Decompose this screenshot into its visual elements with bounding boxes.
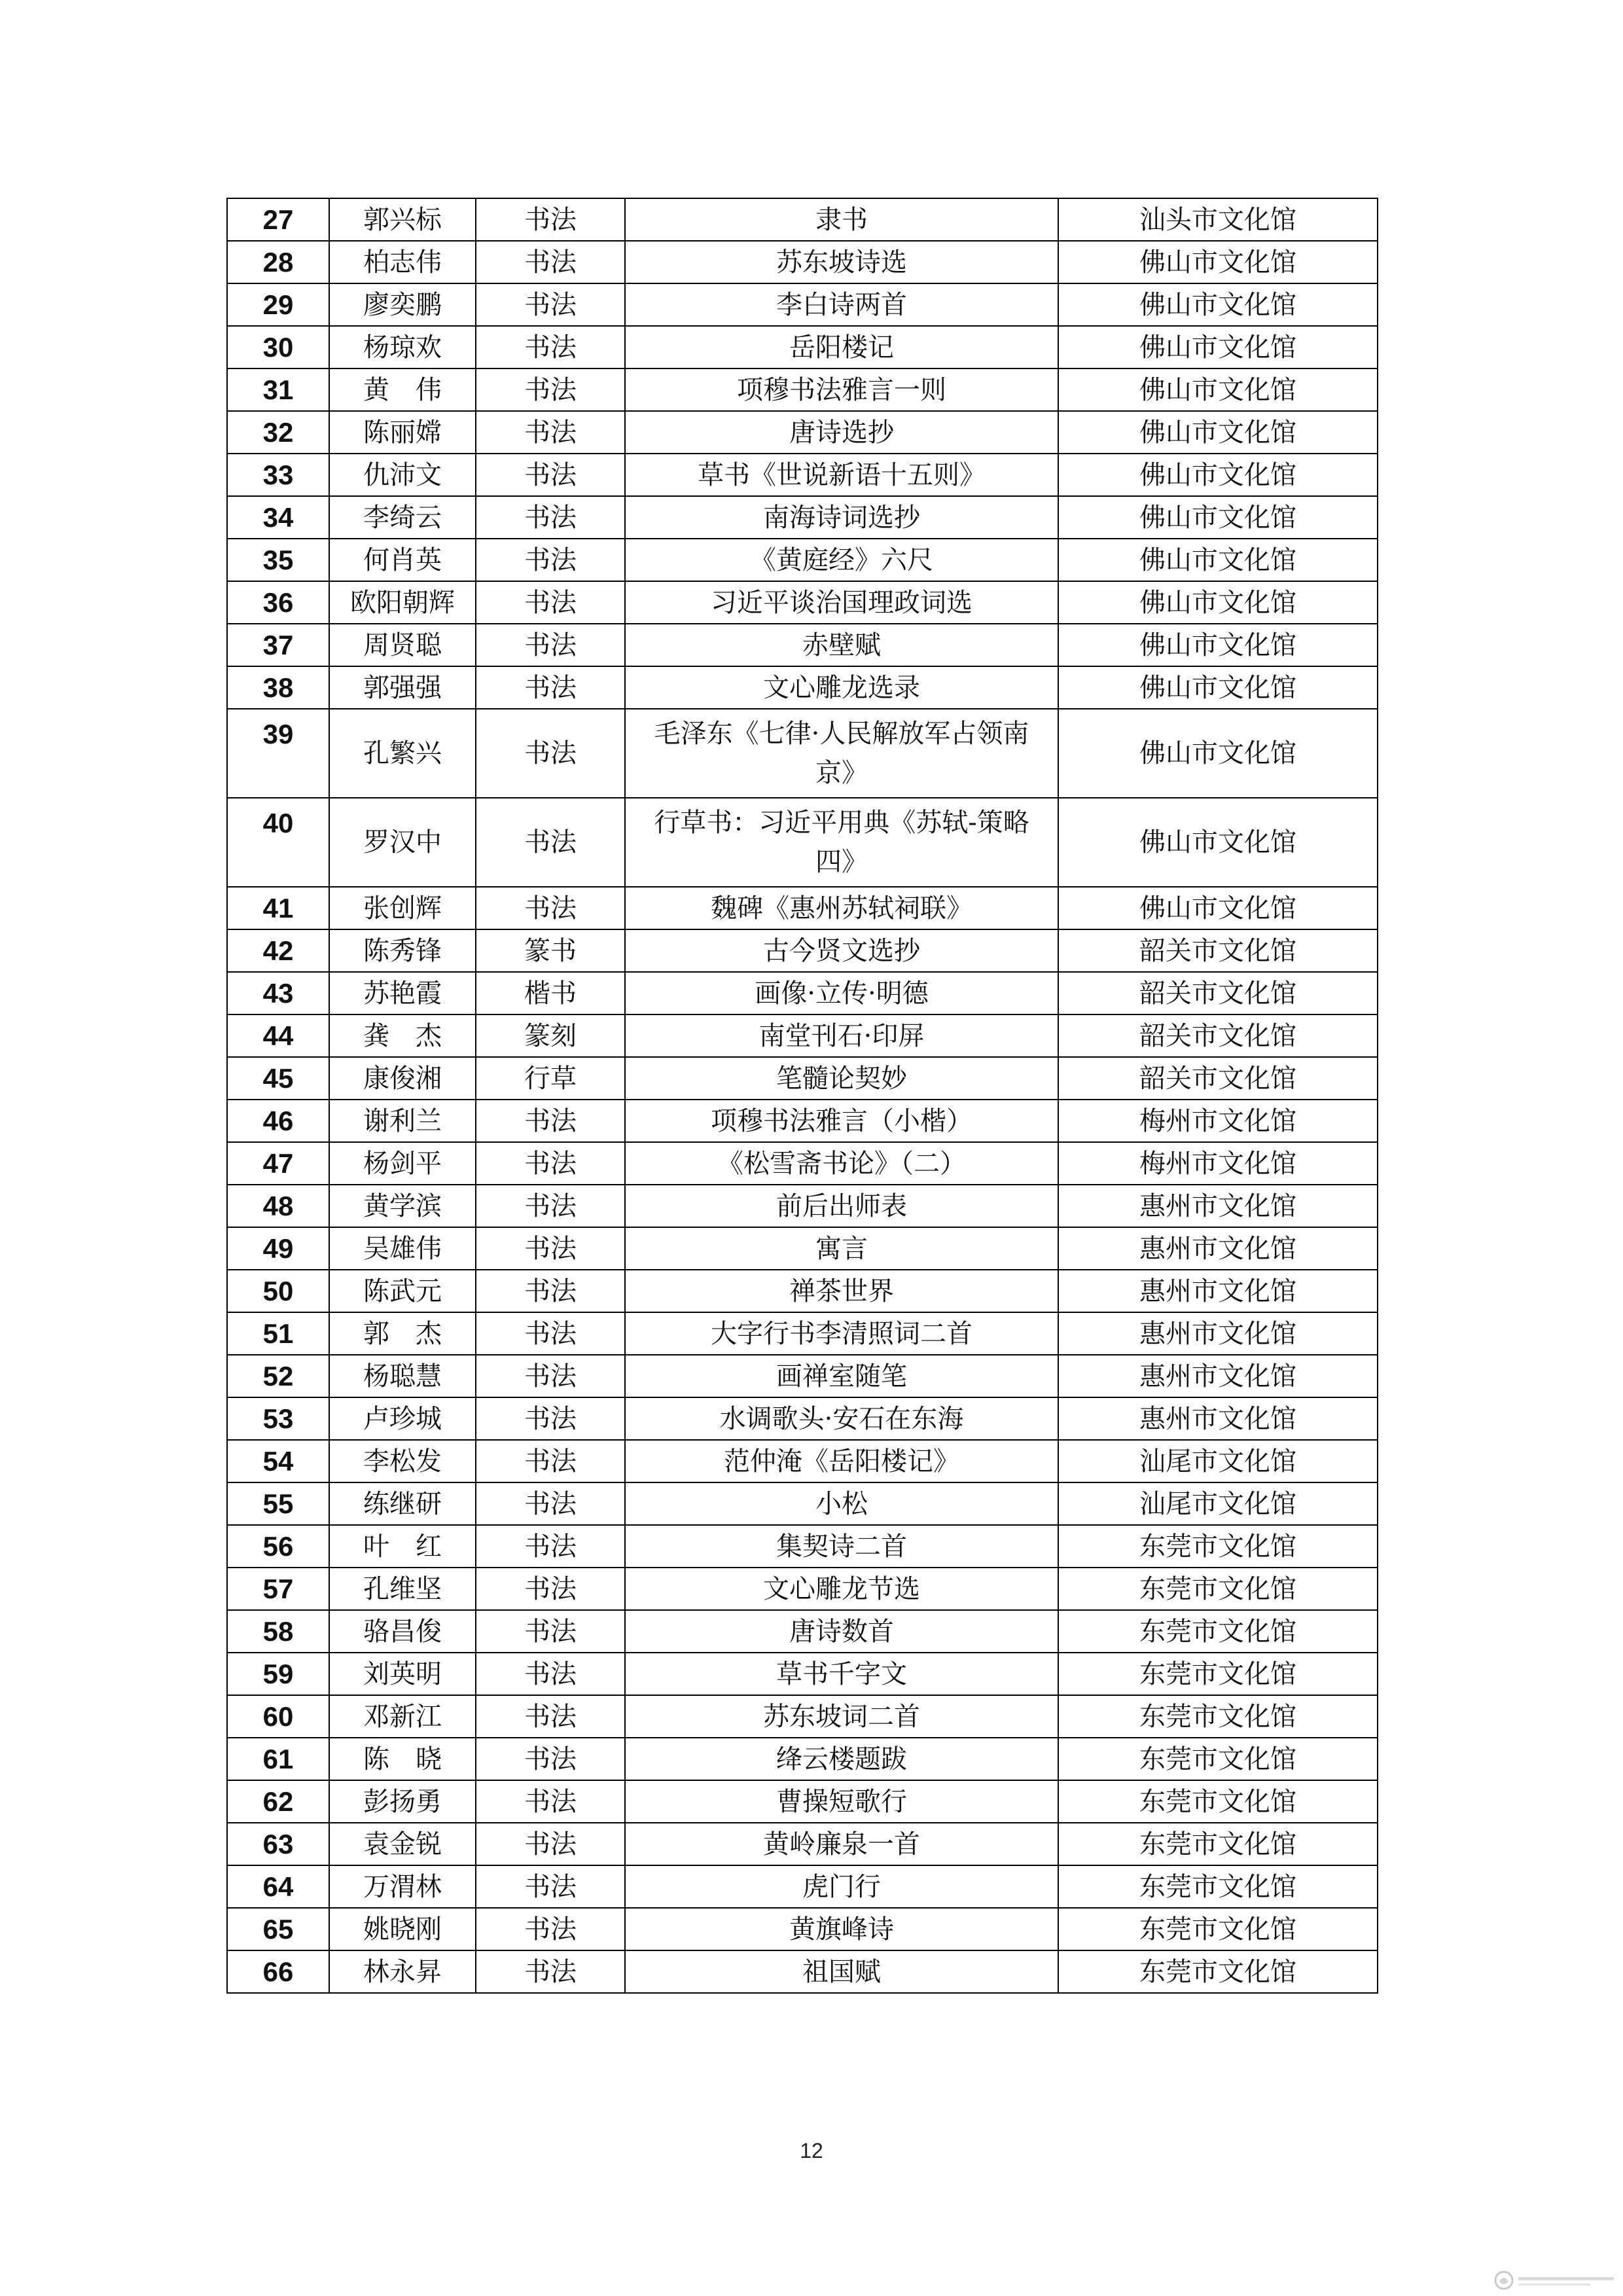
cell-category: 书法 <box>476 496 625 539</box>
cell-number: 59 <box>227 1653 329 1695</box>
table-row <box>227 454 1378 496</box>
cell-name: 仇沛文 <box>329 454 476 496</box>
cell-number: 29 <box>227 283 329 326</box>
table-row <box>227 411 1378 454</box>
table-row <box>227 368 1378 411</box>
table-row <box>227 1397 1378 1440</box>
cell-category: 书法 <box>476 1482 625 1525</box>
cell-category: 书法 <box>476 1950 625 1993</box>
cell-unit: 东莞市文化馆 <box>1058 1738 1378 1780</box>
cell-category: 书法 <box>476 798 625 887</box>
cell-unit: 东莞市文化馆 <box>1058 1865 1378 1908</box>
cell-number: 61 <box>227 1738 329 1780</box>
cell-name: 周贤聪 <box>329 624 476 666</box>
cell-category: 书法 <box>476 241 625 283</box>
cell-work-title: 绛云楼题跋 <box>625 1738 1058 1780</box>
cell-number: 39 <box>227 709 329 798</box>
cell-unit: 佛山市文化馆 <box>1058 539 1378 581</box>
cell-category: 书法 <box>476 666 625 709</box>
cell-number: 34 <box>227 496 329 539</box>
cell-work-title: 唐诗数首 <box>625 1610 1058 1653</box>
cell-work-title: 南堂刊石·印屏 <box>625 1014 1058 1057</box>
table-row <box>227 709 1378 798</box>
cell-number: 30 <box>227 326 329 368</box>
cell-name: 袁金锐 <box>329 1823 476 1865</box>
cell-number: 64 <box>227 1865 329 1908</box>
table-row <box>227 1908 1378 1950</box>
cell-work-title: 习近平谈治国理政词选 <box>625 581 1058 624</box>
cell-category: 书法 <box>476 283 625 326</box>
cell-number: 57 <box>227 1568 329 1610</box>
cell-work-title: 李白诗两首 <box>625 283 1058 326</box>
cell-number: 46 <box>227 1100 329 1142</box>
cell-work-title: 赤壁赋 <box>625 624 1058 666</box>
cell-category: 书法 <box>476 1270 625 1312</box>
cell-work-title: 寓言 <box>625 1227 1058 1270</box>
cell-unit: 佛山市文化馆 <box>1058 241 1378 283</box>
cell-work-title: 草书千字文 <box>625 1653 1058 1695</box>
cell-unit: 佛山市文化馆 <box>1058 887 1378 929</box>
cell-work-title: 唐诗选抄 <box>625 411 1058 454</box>
table-row <box>227 1738 1378 1780</box>
cell-work-title: 大字行书李清照词二首 <box>625 1312 1058 1355</box>
table-row <box>227 1227 1378 1270</box>
cell-unit: 惠州市文化馆 <box>1058 1355 1378 1397</box>
table-row <box>227 581 1378 624</box>
cell-category: 书法 <box>476 1780 625 1823</box>
cell-name: 陈 晓 <box>329 1738 476 1780</box>
table-row <box>227 1270 1378 1312</box>
cell-name: 邓新江 <box>329 1695 476 1738</box>
cell-category: 书法 <box>476 1227 625 1270</box>
cell-number: 42 <box>227 929 329 972</box>
table-row <box>227 283 1378 326</box>
cell-number: 54 <box>227 1440 329 1482</box>
cell-category: 书法 <box>476 454 625 496</box>
cell-name: 黄 伟 <box>329 368 476 411</box>
cell-category: 楷书 <box>476 972 625 1014</box>
cell-category: 书法 <box>476 198 625 241</box>
cell-work-title: 草书《世说新语十五则》 <box>625 454 1058 496</box>
cell-number: 49 <box>227 1227 329 1270</box>
table-row <box>227 1950 1378 1993</box>
cell-name: 孔维坚 <box>329 1568 476 1610</box>
cell-name: 陈武元 <box>329 1270 476 1312</box>
cell-unit: 惠州市文化馆 <box>1058 1270 1378 1312</box>
cell-unit: 惠州市文化馆 <box>1058 1312 1378 1355</box>
cell-name: 康俊湘 <box>329 1057 476 1100</box>
page-number: 12 <box>800 2139 823 2162</box>
cell-name: 郭强强 <box>329 666 476 709</box>
cell-name: 叶 红 <box>329 1525 476 1568</box>
cell-number: 47 <box>227 1142 329 1185</box>
cell-work-title: 文心雕龙节选 <box>625 1568 1058 1610</box>
cell-work-title: 笔髓论契妙 <box>625 1057 1058 1100</box>
cell-unit: 韶关市文化馆 <box>1058 972 1378 1014</box>
cell-number: 51 <box>227 1312 329 1355</box>
cell-name: 柏志伟 <box>329 241 476 283</box>
cell-work-title: 画禅室随笔 <box>625 1355 1058 1397</box>
cell-work-title: 南海诗词选抄 <box>625 496 1058 539</box>
cell-work-title: 苏东坡词二首 <box>625 1695 1058 1738</box>
table-row <box>227 972 1378 1014</box>
cell-work-title: 集契诗二首 <box>625 1525 1058 1568</box>
cell-unit: 佛山市文化馆 <box>1058 283 1378 326</box>
cell-unit: 东莞市文化馆 <box>1058 1610 1378 1653</box>
cell-unit: 佛山市文化馆 <box>1058 798 1378 887</box>
cell-number: 32 <box>227 411 329 454</box>
cell-category: 书法 <box>476 326 625 368</box>
cell-category: 书法 <box>476 581 625 624</box>
cell-category: 书法 <box>476 1568 625 1610</box>
cell-category: 书法 <box>476 1908 625 1950</box>
entries-table-body <box>227 198 1378 1993</box>
cell-number: 41 <box>227 887 329 929</box>
table-row <box>227 1057 1378 1100</box>
cell-work-title: 水调歌头·安石在东海 <box>625 1397 1058 1440</box>
cell-name: 欧阳朝辉 <box>329 581 476 624</box>
cell-name: 练继研 <box>329 1482 476 1525</box>
table-row <box>227 496 1378 539</box>
table-row <box>227 1865 1378 1908</box>
cell-unit: 佛山市文化馆 <box>1058 496 1378 539</box>
cell-number: 28 <box>227 241 329 283</box>
cell-unit: 东莞市文化馆 <box>1058 1908 1378 1950</box>
cell-name: 林永昇 <box>329 1950 476 1993</box>
table-row <box>227 198 1378 241</box>
cell-name: 黄学滨 <box>329 1185 476 1227</box>
table-row <box>227 1440 1378 1482</box>
cell-work-title: 画像·立传·明德 <box>625 972 1058 1014</box>
cell-work-title: 行草书：习近平用典《苏轼-策略四》 <box>625 798 1058 887</box>
cell-category: 书法 <box>476 1100 625 1142</box>
watermark-logo <box>1493 2269 1618 2292</box>
table-row <box>227 1568 1378 1610</box>
table-row <box>227 1014 1378 1057</box>
cell-number: 35 <box>227 539 329 581</box>
cell-unit: 汕头市文化馆 <box>1058 198 1378 241</box>
cell-category: 书法 <box>476 539 625 581</box>
cell-unit: 东莞市文化馆 <box>1058 1653 1378 1695</box>
cell-category: 书法 <box>476 368 625 411</box>
cell-number: 31 <box>227 368 329 411</box>
table-row <box>227 1142 1378 1185</box>
cell-work-title: 虎门行 <box>625 1865 1058 1908</box>
cell-name: 杨聪慧 <box>329 1355 476 1397</box>
table-row <box>227 1610 1378 1653</box>
cell-unit: 佛山市文化馆 <box>1058 666 1378 709</box>
table-row <box>227 1312 1378 1355</box>
cell-work-title: 曹操短歌行 <box>625 1780 1058 1823</box>
cell-work-title: 黄旗峰诗 <box>625 1908 1058 1950</box>
cell-name: 吴雄伟 <box>329 1227 476 1270</box>
cell-category: 篆刻 <box>476 1014 625 1057</box>
cell-number: 65 <box>227 1908 329 1950</box>
cell-unit: 东莞市文化馆 <box>1058 1695 1378 1738</box>
table-row <box>227 666 1378 709</box>
cell-unit: 佛山市文化馆 <box>1058 411 1378 454</box>
cell-number: 38 <box>227 666 329 709</box>
table-row <box>227 1695 1378 1738</box>
cell-unit: 东莞市文化馆 <box>1058 1950 1378 1993</box>
cell-category: 书法 <box>476 1355 625 1397</box>
cell-unit: 东莞市文化馆 <box>1058 1780 1378 1823</box>
cell-name: 苏艳霞 <box>329 972 476 1014</box>
cell-unit: 东莞市文化馆 <box>1058 1568 1378 1610</box>
cell-name: 万渭林 <box>329 1865 476 1908</box>
cell-number: 52 <box>227 1355 329 1397</box>
cell-name: 骆昌俊 <box>329 1610 476 1653</box>
cell-number: 44 <box>227 1014 329 1057</box>
cell-category: 书法 <box>476 1823 625 1865</box>
cell-number: 27 <box>227 198 329 241</box>
cell-work-title: 《松雪斋书论》（二） <box>625 1142 1058 1185</box>
cell-unit: 惠州市文化馆 <box>1058 1185 1378 1227</box>
cell-number: 48 <box>227 1185 329 1227</box>
cell-work-title: 魏碑《惠州苏轼祠联》 <box>625 887 1058 929</box>
cell-name: 龚 杰 <box>329 1014 476 1057</box>
cell-name: 孔繁兴 <box>329 709 476 798</box>
entries-table <box>226 198 1378 1994</box>
cell-number: 43 <box>227 972 329 1014</box>
cell-number: 50 <box>227 1270 329 1312</box>
cell-name: 谢利兰 <box>329 1100 476 1142</box>
cell-unit: 韶关市文化馆 <box>1058 1057 1378 1100</box>
cell-category: 书法 <box>476 1610 625 1653</box>
table-row <box>227 241 1378 283</box>
cell-unit: 东莞市文化馆 <box>1058 1823 1378 1865</box>
cell-category: 书法 <box>476 1695 625 1738</box>
cell-category: 行草 <box>476 1057 625 1100</box>
cell-name: 郭兴标 <box>329 198 476 241</box>
cell-unit: 佛山市文化馆 <box>1058 624 1378 666</box>
cell-unit: 惠州市文化馆 <box>1058 1227 1378 1270</box>
cell-name: 李绮云 <box>329 496 476 539</box>
cell-name: 廖奕鹏 <box>329 283 476 326</box>
cell-number: 56 <box>227 1525 329 1568</box>
cell-category: 书法 <box>476 1312 625 1355</box>
cell-work-title: 前后出师表 <box>625 1185 1058 1227</box>
cell-number: 63 <box>227 1823 329 1865</box>
cell-unit: 佛山市文化馆 <box>1058 326 1378 368</box>
cell-number: 62 <box>227 1780 329 1823</box>
cell-category: 书法 <box>476 1653 625 1695</box>
cell-number: 40 <box>227 798 329 887</box>
cell-number: 58 <box>227 1610 329 1653</box>
cell-unit: 佛山市文化馆 <box>1058 454 1378 496</box>
cell-unit: 梅州市文化馆 <box>1058 1100 1378 1142</box>
cell-category: 书法 <box>476 411 625 454</box>
cell-work-title: 小松 <box>625 1482 1058 1525</box>
cell-unit: 汕尾市文化馆 <box>1058 1440 1378 1482</box>
cell-name: 陈秀锋 <box>329 929 476 972</box>
cell-work-title: 苏东坡诗选 <box>625 241 1058 283</box>
cell-category: 书法 <box>476 1525 625 1568</box>
cell-name: 何肖英 <box>329 539 476 581</box>
table-row <box>227 1780 1378 1823</box>
table-row <box>227 1185 1378 1227</box>
cell-name: 卢珍城 <box>329 1397 476 1440</box>
table-row <box>227 539 1378 581</box>
cell-category: 书法 <box>476 1440 625 1482</box>
table-row <box>227 624 1378 666</box>
table-row <box>227 1100 1378 1142</box>
cell-unit: 佛山市文化馆 <box>1058 368 1378 411</box>
table-row <box>227 929 1378 972</box>
table-row <box>227 1355 1378 1397</box>
cell-category: 书法 <box>476 1738 625 1780</box>
cell-work-title: 项穆书法雅言（小楷） <box>625 1100 1058 1142</box>
cell-unit: 佛山市文化馆 <box>1058 581 1378 624</box>
cell-work-title: 隶书 <box>625 198 1058 241</box>
cell-unit: 东莞市文化馆 <box>1058 1525 1378 1568</box>
cell-name: 刘英明 <box>329 1653 476 1695</box>
table-row <box>227 887 1378 929</box>
cell-work-title: 《黄庭经》六尺 <box>625 539 1058 581</box>
cell-work-title: 毛泽东《七律·人民解放军占领南京》 <box>625 709 1058 798</box>
cell-category: 书法 <box>476 887 625 929</box>
cell-unit: 佛山市文化馆 <box>1058 709 1378 798</box>
cell-work-title: 黄岭廉泉一首 <box>625 1823 1058 1865</box>
cell-name: 张创辉 <box>329 887 476 929</box>
cell-category: 书法 <box>476 1397 625 1440</box>
cell-name: 李松发 <box>329 1440 476 1482</box>
cell-number: 60 <box>227 1695 329 1738</box>
cell-number: 45 <box>227 1057 329 1100</box>
cell-name: 郭 杰 <box>329 1312 476 1355</box>
table-row <box>227 326 1378 368</box>
cell-unit: 汕尾市文化馆 <box>1058 1482 1378 1525</box>
cell-number: 37 <box>227 624 329 666</box>
cell-name: 罗汉中 <box>329 798 476 887</box>
table-row <box>227 1525 1378 1568</box>
cell-number: 66 <box>227 1950 329 1993</box>
cell-number: 55 <box>227 1482 329 1525</box>
cell-work-title: 岳阳楼记 <box>625 326 1058 368</box>
cell-unit: 梅州市文化馆 <box>1058 1142 1378 1185</box>
cell-work-title: 禅茶世界 <box>625 1270 1058 1312</box>
cell-name: 彭扬勇 <box>329 1780 476 1823</box>
cell-number: 36 <box>227 581 329 624</box>
cell-name: 姚晓刚 <box>329 1908 476 1950</box>
cell-work-title: 祖国赋 <box>625 1950 1058 1993</box>
table-row <box>227 1823 1378 1865</box>
cell-category: 书法 <box>476 1142 625 1185</box>
cell-category: 书法 <box>476 624 625 666</box>
cell-category: 篆书 <box>476 929 625 972</box>
cell-category: 书法 <box>476 1865 625 1908</box>
cell-name: 杨剑平 <box>329 1142 476 1185</box>
table-row <box>227 1653 1378 1695</box>
table-row <box>227 1482 1378 1525</box>
cell-work-title: 古今贤文选抄 <box>625 929 1058 972</box>
cell-number: 53 <box>227 1397 329 1440</box>
cell-unit: 韶关市文化馆 <box>1058 1014 1378 1057</box>
table-row <box>227 798 1378 887</box>
cell-number: 33 <box>227 454 329 496</box>
cell-work-title: 范仲淹《岳阳楼记》 <box>625 1440 1058 1482</box>
cell-category: 书法 <box>476 709 625 798</box>
cell-unit: 惠州市文化馆 <box>1058 1397 1378 1440</box>
cell-category: 书法 <box>476 1185 625 1227</box>
cell-work-title: 项穆书法雅言一则 <box>625 368 1058 411</box>
cell-name: 杨琼欢 <box>329 326 476 368</box>
cell-work-title: 文心雕龙选录 <box>625 666 1058 709</box>
cell-name: 陈丽嫦 <box>329 411 476 454</box>
cell-unit: 韶关市文化馆 <box>1058 929 1378 972</box>
